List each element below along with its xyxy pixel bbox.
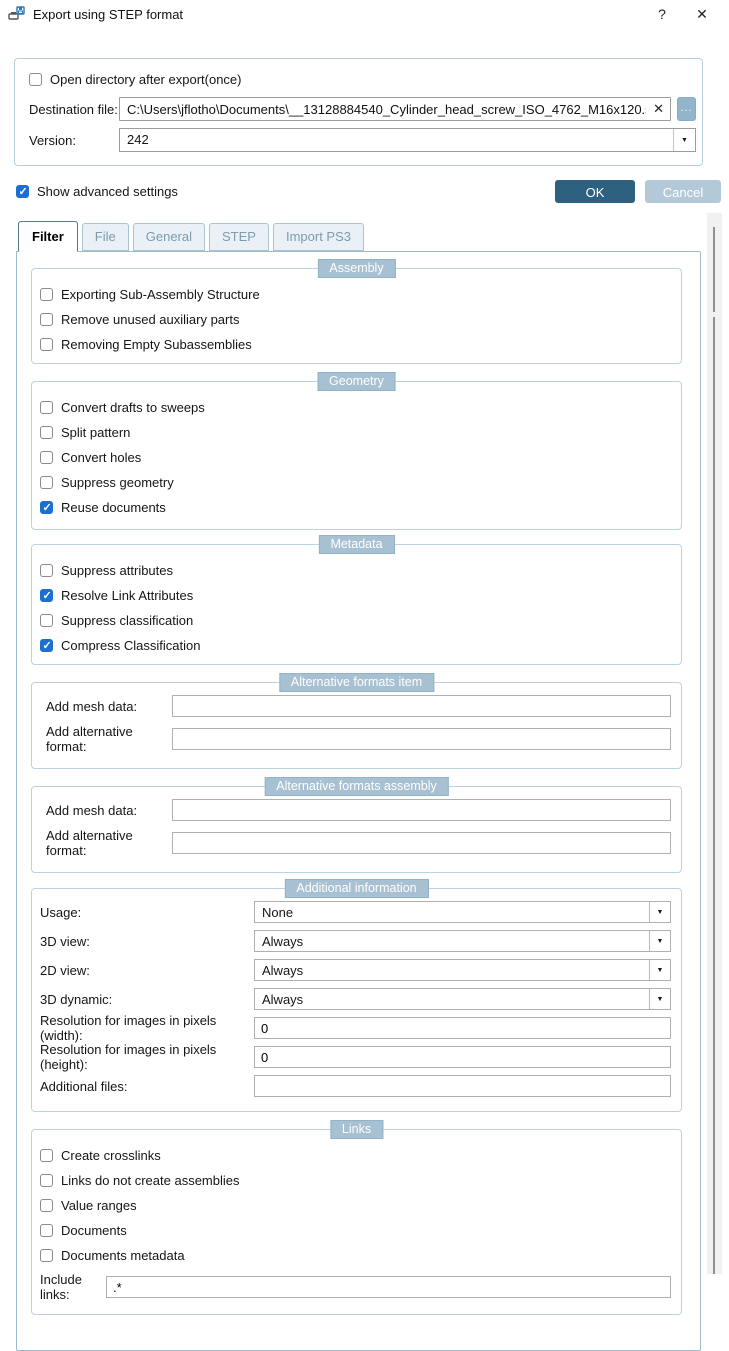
removing-empty-subassemblies-row[interactable] xyxy=(40,332,671,357)
dynamic-3d-label: 3D dynamic: xyxy=(40,991,113,1007)
show-advanced-checkbox[interactable] xyxy=(16,185,29,198)
split-pattern-checkbox[interactable] xyxy=(40,426,53,439)
resolve-link-attributes-row[interactable] xyxy=(40,583,671,608)
usage-select[interactable] xyxy=(254,901,671,923)
create-crosslinks-row[interactable] xyxy=(40,1143,671,1168)
resolution-width-row xyxy=(40,1013,671,1043)
checkbox-label: Split pattern xyxy=(61,425,131,440)
include-links-input[interactable] xyxy=(106,1276,671,1298)
add-mesh-data-label: Add mesh data: xyxy=(46,802,138,818)
checkbox-label: Links do not create assemblies xyxy=(61,1173,240,1188)
reuse-documents-checkbox[interactable] xyxy=(40,501,53,514)
suppress-geometry-row[interactable] xyxy=(40,470,671,495)
checkbox-label: Convert holes xyxy=(61,450,142,465)
metadata-group xyxy=(31,537,682,665)
checkbox-label: Removing Empty Subassemblies xyxy=(61,337,252,352)
help-button[interactable]: ? xyxy=(658,6,666,22)
item-add-alternative-format-row xyxy=(40,724,671,754)
resolve-link-attributes-checkbox[interactable] xyxy=(40,589,53,602)
view-3d-row xyxy=(40,930,671,952)
add-mesh-data-label: Add mesh data: xyxy=(46,698,138,714)
exporting-sub-assembly-row[interactable] xyxy=(40,282,671,307)
chevron-down-icon: ▼ xyxy=(681,136,688,144)
open-directory-label: Open directory after export(once) xyxy=(50,72,242,87)
documents-metadata-row[interactable] xyxy=(40,1243,671,1268)
convert-holes-row[interactable] xyxy=(40,445,671,470)
item-add-mesh-data-row xyxy=(40,695,671,717)
suppress-attributes-checkbox[interactable] xyxy=(40,564,53,577)
checkbox-label: Suppress geometry xyxy=(61,475,174,490)
remove-unused-auxiliary-row[interactable] xyxy=(40,307,671,332)
destination-file-input[interactable] xyxy=(119,97,671,121)
assembly-add-alternative-format-row xyxy=(40,828,671,858)
additional-information-title: Additional information xyxy=(284,879,428,898)
create-crosslinks-checkbox[interactable] xyxy=(40,1149,53,1162)
links-group-title: Links xyxy=(330,1120,383,1139)
value-ranges-row[interactable] xyxy=(40,1193,671,1218)
checkbox-label: Suppress attributes xyxy=(61,563,174,578)
usage-row xyxy=(40,901,671,923)
version-row xyxy=(29,128,696,152)
resolution-width-label: Resolution for images in pixels (width): xyxy=(40,1013,217,1043)
show-advanced-label: Show advanced settings xyxy=(37,184,178,199)
assembly-add-mesh-data-input[interactable] xyxy=(172,799,671,821)
view-2d-value: Always xyxy=(262,963,304,978)
links-group xyxy=(31,1122,682,1315)
title-bar xyxy=(0,0,729,28)
clear-icon[interactable]: ✕ xyxy=(653,101,664,116)
dynamic-3d-value: Always xyxy=(262,992,304,1007)
additional-files-row xyxy=(40,1075,671,1097)
additional-files-input[interactable] xyxy=(254,1075,671,1097)
version-value: 242 xyxy=(127,132,149,147)
view-3d-label: 3D view: xyxy=(40,933,90,949)
view-3d-dropdown-cell[interactable] xyxy=(649,931,670,951)
assembly-group xyxy=(31,261,682,364)
checkbox-label: Documents xyxy=(61,1223,127,1238)
add-alternative-format-label: Add alternative format: xyxy=(46,724,133,754)
checkbox-label: Exporting Sub-Assembly Structure xyxy=(61,287,260,302)
cancel-button[interactable]: Cancel xyxy=(645,180,721,203)
version-dropdown-cell[interactable] xyxy=(673,129,695,151)
ok-button[interactable]: OK xyxy=(555,180,635,203)
exporting-sub-assembly-checkbox[interactable] xyxy=(40,288,53,301)
additional-files-label: Additional files: xyxy=(40,1078,128,1094)
suppress-classification-checkbox[interactable] xyxy=(40,614,53,627)
include-links-label: Include links: xyxy=(40,1272,82,1302)
resolution-height-label: Resolution for images in pixels (height): xyxy=(40,1042,217,1072)
remove-unused-auxiliary-checkbox[interactable] xyxy=(40,313,53,326)
tab-import-ps3[interactable]: Import PS3 xyxy=(273,223,364,251)
resolution-height-input[interactable] xyxy=(254,1046,671,1068)
close-button[interactable]: ✕ xyxy=(696,5,708,22)
view-2d-row xyxy=(40,959,671,981)
open-directory-row[interactable] xyxy=(29,72,696,87)
assembly-add-alternative-format-input[interactable] xyxy=(172,832,671,854)
convert-drafts-row[interactable] xyxy=(40,395,671,420)
chevron-down-icon: ▼ xyxy=(656,966,664,974)
view-2d-select[interactable] xyxy=(254,959,671,981)
usage-dropdown-cell[interactable] xyxy=(649,902,670,922)
geometry-group xyxy=(31,374,682,530)
convert-drafts-checkbox[interactable] xyxy=(40,401,53,414)
chevron-down-icon: ▼ xyxy=(656,995,664,1003)
compress-classification-checkbox[interactable] xyxy=(40,639,53,652)
checkbox-label: Documents metadata xyxy=(61,1248,185,1263)
add-alternative-format-label: Add alternative format: xyxy=(46,828,133,858)
assembly-add-mesh-data-row xyxy=(40,799,671,821)
tab-step[interactable]: STEP xyxy=(209,223,269,251)
browse-button[interactable]: ... xyxy=(677,97,696,121)
documents-metadata-checkbox[interactable] xyxy=(40,1249,53,1262)
version-label: Version: xyxy=(29,132,76,148)
alternative-formats-assembly-group xyxy=(31,779,682,873)
vertical-scrollbar[interactable] xyxy=(707,213,722,1274)
alternative-formats-item-title: Alternative formats item xyxy=(279,673,434,692)
checkbox-label: Remove unused auxiliary parts xyxy=(61,312,240,327)
view-2d-label: 2D view: xyxy=(40,962,90,978)
advanced-settings-row xyxy=(16,180,721,203)
suppress-classification-row[interactable] xyxy=(40,608,671,633)
window-title: Export using STEP format xyxy=(33,6,184,22)
value-ranges-checkbox[interactable] xyxy=(40,1199,53,1212)
checkbox-label: Reuse documents xyxy=(61,500,166,515)
view-2d-dropdown-cell[interactable] xyxy=(649,960,670,980)
chevron-down-icon: ▼ xyxy=(656,937,664,945)
item-add-alternative-format-input[interactable] xyxy=(172,728,671,750)
tab-general[interactable]: General xyxy=(133,223,205,251)
tab-file[interactable]: File xyxy=(82,223,129,251)
convert-holes-checkbox[interactable] xyxy=(40,451,53,464)
view-3d-value: Always xyxy=(262,934,304,949)
tab-bar xyxy=(18,221,729,251)
checkbox-label: Suppress classification xyxy=(61,613,194,628)
usage-value: None xyxy=(262,905,294,920)
version-select[interactable] xyxy=(119,128,696,152)
chevron-down-icon: ▼ xyxy=(656,908,664,916)
checkbox-label: Compress Classification xyxy=(61,638,201,653)
alternative-formats-item-group xyxy=(31,675,682,769)
assembly-group-title: Assembly xyxy=(317,259,395,278)
usage-label: Usage: xyxy=(40,904,82,920)
dynamic-3d-row xyxy=(40,988,671,1010)
destination-file-label: Destination file: xyxy=(29,101,118,117)
resolution-height-row xyxy=(40,1042,671,1072)
dynamic-3d-dropdown-cell[interactable] xyxy=(649,989,670,1009)
filter-tab-panel xyxy=(16,251,701,1351)
resolution-width-input[interactable] xyxy=(254,1017,671,1039)
suppress-geometry-checkbox[interactable] xyxy=(40,476,53,489)
geometry-group-title: Geometry xyxy=(317,372,396,391)
dynamic-3d-select[interactable] xyxy=(254,988,671,1010)
checkbox-label: Resolve Link Attributes xyxy=(61,588,194,603)
checkbox-label: Create crosslinks xyxy=(61,1148,161,1163)
checkbox-label: Convert drafts to sweeps xyxy=(61,400,205,415)
links-no-assemblies-checkbox[interactable] xyxy=(40,1174,53,1187)
export-settings-group xyxy=(14,58,703,166)
tab-filter[interactable]: Filter xyxy=(18,221,78,252)
destination-file-row xyxy=(29,97,696,121)
item-add-mesh-data-input[interactable] xyxy=(172,695,671,717)
additional-information-group xyxy=(31,881,682,1112)
scrollbar-thumb[interactable] xyxy=(713,317,715,1274)
checkbox-label: Value ranges xyxy=(61,1198,137,1213)
view-3d-select[interactable] xyxy=(254,930,671,952)
include-links-row xyxy=(40,1272,671,1302)
export-step-icon xyxy=(8,6,26,22)
documents-row[interactable] xyxy=(40,1218,671,1243)
alternative-formats-assembly-title: Alternative formats assembly xyxy=(264,777,448,796)
metadata-group-title: Metadata xyxy=(318,535,394,554)
documents-checkbox[interactable] xyxy=(40,1224,53,1237)
open-directory-checkbox[interactable] xyxy=(29,73,42,86)
suppress-attributes-row[interactable] xyxy=(40,558,671,583)
removing-empty-subassemblies-checkbox[interactable] xyxy=(40,338,53,351)
split-pattern-row[interactable] xyxy=(40,420,671,445)
links-no-assemblies-row[interactable] xyxy=(40,1168,671,1193)
compress-classification-row[interactable] xyxy=(40,633,671,658)
reuse-documents-row[interactable] xyxy=(40,495,671,520)
